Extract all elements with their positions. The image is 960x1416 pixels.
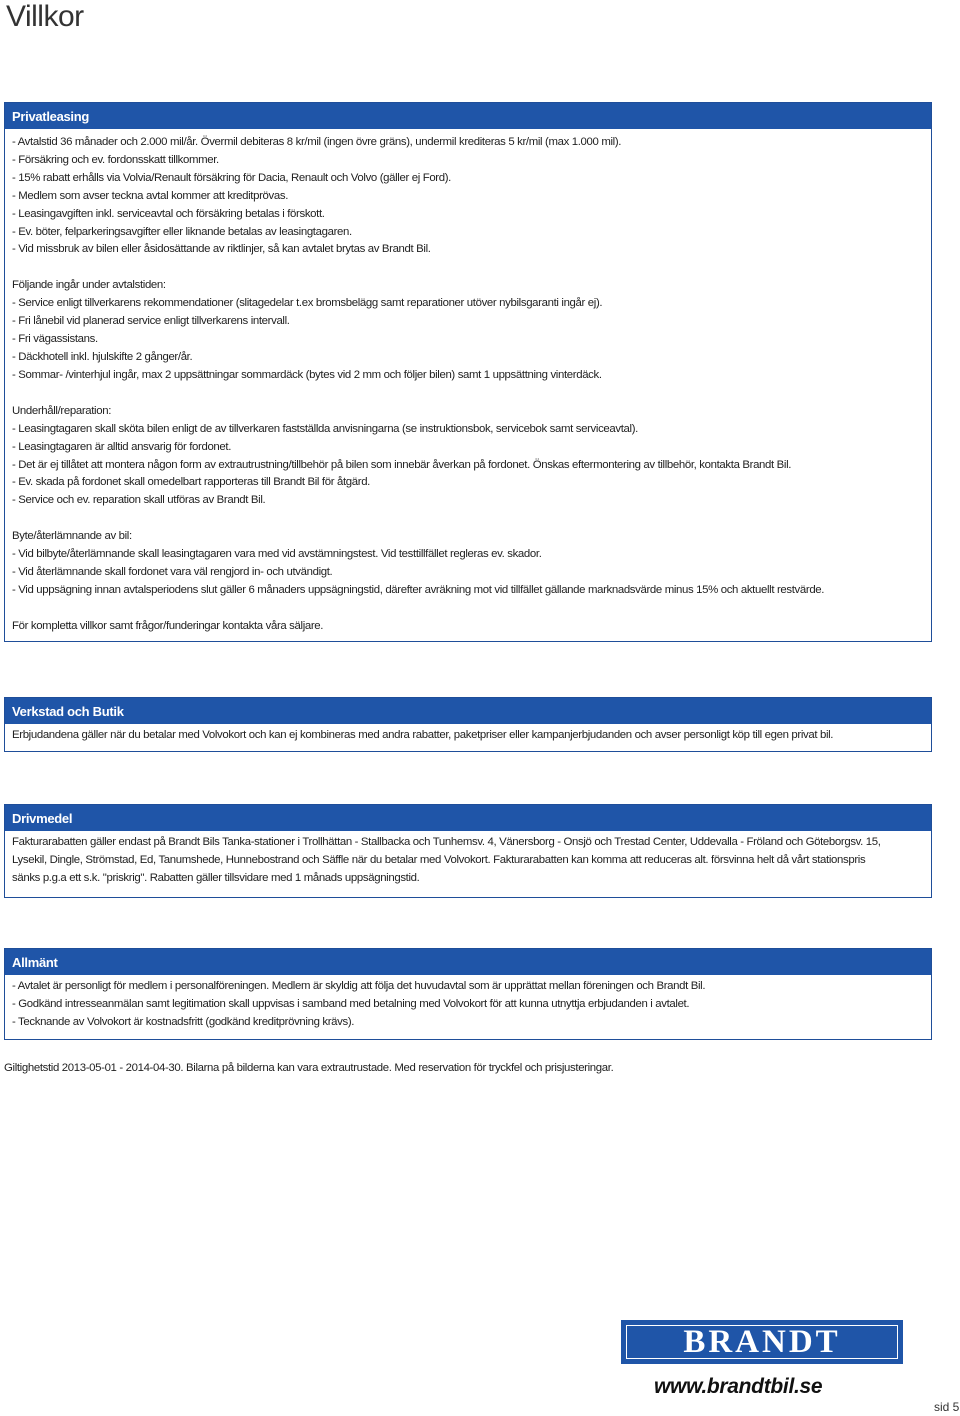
- text-line: Fakturarabatten gäller endast på Brandt Bils Tanka-stationer i Trollhättan - Stallbacka och Tunhemsv. 4, Vänersborg - Onsjö och Trestad Center, Uddevalla - Fröland och Göteborgsv. 15,: [12, 836, 881, 848]
- logo-text: BRANDT: [683, 1324, 841, 1360]
- section-title-verkstad: Verkstad och Butik: [5, 698, 931, 724]
- paragraph-gap: [12, 385, 924, 403]
- section-privatleasing: [4, 102, 932, 642]
- text-line: - Leasingtagaren skall sköta bilen enligt de av tillverkaren fastställda anvisningarna (se instruktionsbok, servicebok samt serviceavtal).: [12, 422, 638, 435]
- text-line: sänks p.g.a ett s.k. "priskrig". Rabatten gäller tillsvidare med 1 månads uppsägningstid.: [12, 871, 420, 884]
- section-body-allmant: [5, 975, 931, 1036]
- text-line: Följande ingår under avtalstiden:: [12, 279, 166, 292]
- text-line: - Vid bilbyte/återlämnande skall leasingtagaren vara med vid avstämningstest. Vid testtillfället regleras ev. skador.: [12, 548, 542, 561]
- text-line: - Vid uppsägning innan avtalsperiodens slut gäller 6 månaders uppsägningstid, därefter avräkning mot vid tillfället gällande marknadsvärde minus 15% och aktuellt restvärde.: [12, 583, 825, 596]
- text-line: - Det är ej tillåtet att montera någon form av extrautrustning/tillbehör på bilen som innebär åverkan på fordonet. Önskas eftermontering av tillbehör, kontakta Brandt Bil.: [12, 458, 792, 471]
- section-title-drivmedel: Drivmedel: [5, 805, 931, 831]
- text-line: - Leasingtagaren är alltid ansvarig för fordonet.: [12, 440, 232, 453]
- verkstad-text: Erbjudandena gäller när du betalar med Volvokort och kan ej kombineras med andra rabatter, paketpriser eller kampanjerbjudanden och avser personligt köp till egen privat bil.: [12, 729, 834, 741]
- text-line: - Tecknande av Volvokort är kostnadsfritt (godkänd kreditprövning krävs).: [12, 1015, 355, 1028]
- text-line: - Avtalet är personligt för medlem i personalföreningen. Medlem är skyldig att följa det huvudavtal som är upprättat mellan föreningen och Brandt Bil.: [12, 980, 706, 992]
- text-line: - Däckhotell inkl. hjulskifte 2 gånger/år.: [12, 350, 193, 363]
- section-body-verkstad: [5, 724, 931, 749]
- text-line: - Service och ev. reparation skall utföras av Brandt Bil.: [12, 494, 266, 507]
- text-line: Lysekil, Dingle, Strömstad, Ed, Tanumshede, Hunnebostrand och Säffle när du betalar med Volvokort. Fakturarabatten kan komma att reduceras alt. försvinna helt då vårt stationspris: [12, 853, 866, 866]
- text-line: - 15% rabatt erhålls via Volvia/Renault försäkring för Dacia, Renault och Volvo (gäller ej Ford).: [12, 171, 451, 184]
- paragraph-gap: [12, 259, 924, 277]
- text-line: - Avtalstid 36 månader och 2.000 mil/år. Övermil debiteras 8 kr/mil (ingen övre gräns), undermil krediteras 5 kr/mil (max 1.000 mil).: [12, 136, 622, 148]
- brandt-logo: [621, 1320, 903, 1364]
- text-line: - Godkänd intresseanmälan samt legitimation skall uppvisas i samband med betalning med Volvokort för att kunna utnyttja erbjudanden i avtalet.: [12, 997, 690, 1010]
- text-line: - Försäkring och ev. fordonsskatt tillkommer.: [12, 153, 219, 166]
- text-line: - Medlem som avser teckna avtal kommer att kreditprövas.: [12, 189, 289, 202]
- text-line: - Vid återlämnande skall fordonet vara väl rengjord in- och utvändigt.: [12, 566, 333, 579]
- text-line: Underhåll/reparation:: [12, 404, 112, 417]
- section-verkstad: [4, 697, 932, 752]
- page-number: sid 5: [934, 1400, 960, 1414]
- section-title-privatleasing: Privatleasing: [5, 103, 931, 129]
- section-body-drivmedel: [5, 831, 931, 892]
- section-allmant: [4, 948, 932, 1040]
- text-line: - Vid missbruk av bilen eller åsidosättande av riktlinjer, så kan avtalet brytas av Brandt Bil.: [12, 243, 431, 256]
- page-title: Villkor: [6, 0, 84, 33]
- text-line: Byte/återlämnande av bil:: [12, 530, 132, 543]
- website-link[interactable]: www.brandtbil.se: [654, 1375, 823, 1398]
- paragraph-gap: [12, 510, 924, 528]
- section-drivmedel: [4, 804, 932, 898]
- text-line: - Service enligt tillverkarens rekommendationer (slitagedelar t.ex bromsbelägg samt reparationer utöver nybilsgaranti ingår ej).: [12, 297, 603, 310]
- text-line: - Leasingavgiften inkl. serviceavtal och försäkring betalas i förskott.: [12, 207, 325, 220]
- text-line: - Sommar- /vinterhjul ingår, max 2 uppsättningar sommardäck (bytes vid 2 mm och följer bilen) samt 1 uppsättning vinterdäck.: [12, 368, 602, 381]
- text-line: - Ev. böter, felparkeringsavgifter eller liknande betalas av leasingtagaren.: [12, 225, 352, 238]
- validity-footnote: Giltighetstid 2013-05-01 - 2014-04-30. Bilarna på bilderna kan vara extrautrustade. Med reservation för tryckfel och prisjusteringar.: [4, 1062, 614, 1074]
- text-line: - Fri vägassistans.: [12, 333, 98, 346]
- text-line: - Ev. skada på fordonet skall omedelbart rapporteras till Brandt Bil för åtgärd.: [12, 476, 370, 489]
- text-line: - Fri lånebil vid planerad service enligt tillverkarens intervall.: [12, 315, 290, 328]
- section-title-allmant: Allmänt: [5, 949, 931, 975]
- paragraph-gap: [12, 600, 924, 618]
- section-body-privatleasing: [5, 129, 931, 640]
- text-line: För kompletta villkor samt frågor/funderingar kontakta våra säljare.: [12, 619, 324, 632]
